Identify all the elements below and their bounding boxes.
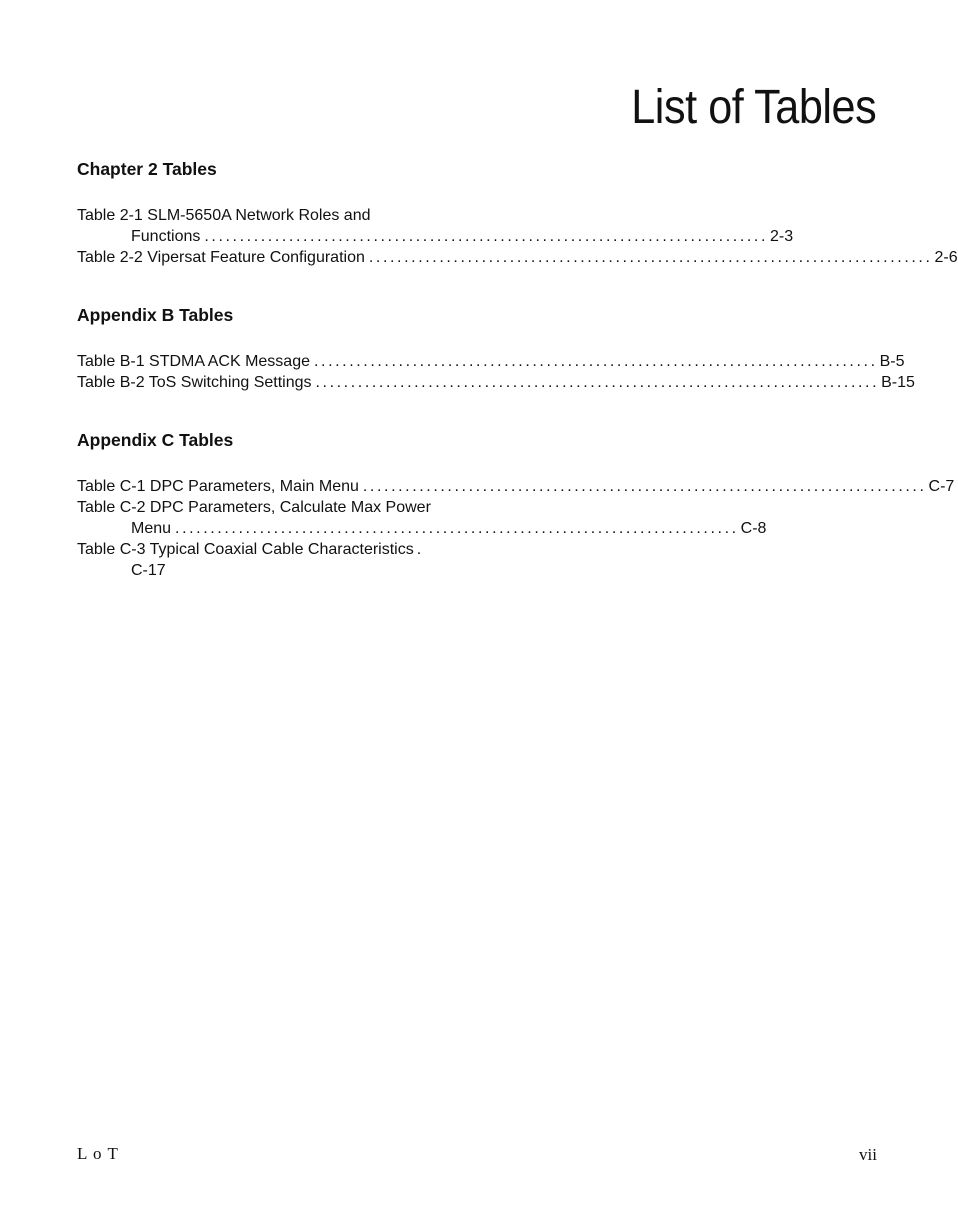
entry-page-number: C-8 xyxy=(740,520,767,537)
footer-page-number: vii xyxy=(859,1145,877,1164)
entry-list xyxy=(77,476,955,581)
entry-label: Table 2-1 SLM-5650A Network Roles and xyxy=(77,207,371,224)
entry-line xyxy=(77,560,459,581)
toc-entry-table-2-1[interactable] xyxy=(77,205,794,247)
section-chapter-2 xyxy=(77,158,958,268)
entry-label: Table B-2 ToS Switching Settings xyxy=(77,374,312,391)
toc-entry-table-c-2[interactable] xyxy=(77,497,767,539)
footer-section-label: L o T xyxy=(77,1144,119,1163)
entry-line xyxy=(77,539,459,560)
entry-line xyxy=(77,518,767,539)
dot-leader: ................................................................................ xyxy=(368,249,933,266)
entry-page-number: C-17 xyxy=(131,562,166,579)
entry-label: Table C-1 DPC Parameters, Main Menu xyxy=(77,478,359,495)
section-appendix-c xyxy=(77,429,955,581)
entry-label: Table B-1 STDMA ACK Message xyxy=(77,353,310,370)
entry-page-number: 2-3 xyxy=(770,228,794,245)
section-heading: Appendix B Tables xyxy=(77,305,234,325)
entry-line xyxy=(77,351,905,372)
dot-leader: ................................................................................ xyxy=(204,228,768,245)
dot-leader: ................................................................................ xyxy=(175,520,739,537)
entry-label-continued: Menu xyxy=(131,520,172,537)
toc-entry-table-c-1[interactable] xyxy=(77,476,955,497)
dot-leader: ................................................................................ xyxy=(362,478,927,495)
entry-line xyxy=(77,476,955,497)
entry-line xyxy=(77,372,915,393)
section-heading: Appendix C Tables xyxy=(77,430,234,450)
entry-page-number: B-15 xyxy=(881,374,915,391)
section-appendix-b xyxy=(77,304,915,393)
entry-label: Table C-2 DPC Parameters, Calculate Max Power xyxy=(77,499,431,516)
entry-line xyxy=(77,205,459,226)
toc-entry-table-b-1[interactable] xyxy=(77,351,905,372)
toc-entry-table-2-2[interactable] xyxy=(77,247,958,268)
entry-label: Table 2-2 Vipersat Feature Configuration xyxy=(77,249,365,266)
page-title: List of Tables xyxy=(630,81,876,134)
entry-line xyxy=(77,247,958,268)
entry-page-number: 2-6 xyxy=(934,249,958,266)
entry-page-number: B-5 xyxy=(879,353,905,370)
dot-leader: ................................................................................ xyxy=(315,374,880,391)
toc-entry-table-c-3[interactable] xyxy=(77,539,459,581)
entry-line xyxy=(77,497,459,518)
toc-entry-table-b-2[interactable] xyxy=(77,372,915,393)
entry-list xyxy=(77,205,958,268)
entry-page-number: C-7 xyxy=(928,478,955,495)
entry-label-continued: Functions xyxy=(131,228,201,245)
dot-leader: . xyxy=(416,541,422,558)
entry-list xyxy=(77,351,915,393)
entry-label: Table C-3 Typical Coaxial Cable Characteristics xyxy=(77,541,414,558)
table-of-contents xyxy=(77,158,958,617)
dot-leader: ................................................................................ xyxy=(313,353,878,370)
entry-line xyxy=(77,226,794,247)
section-heading: Chapter 2 Tables xyxy=(77,159,217,179)
